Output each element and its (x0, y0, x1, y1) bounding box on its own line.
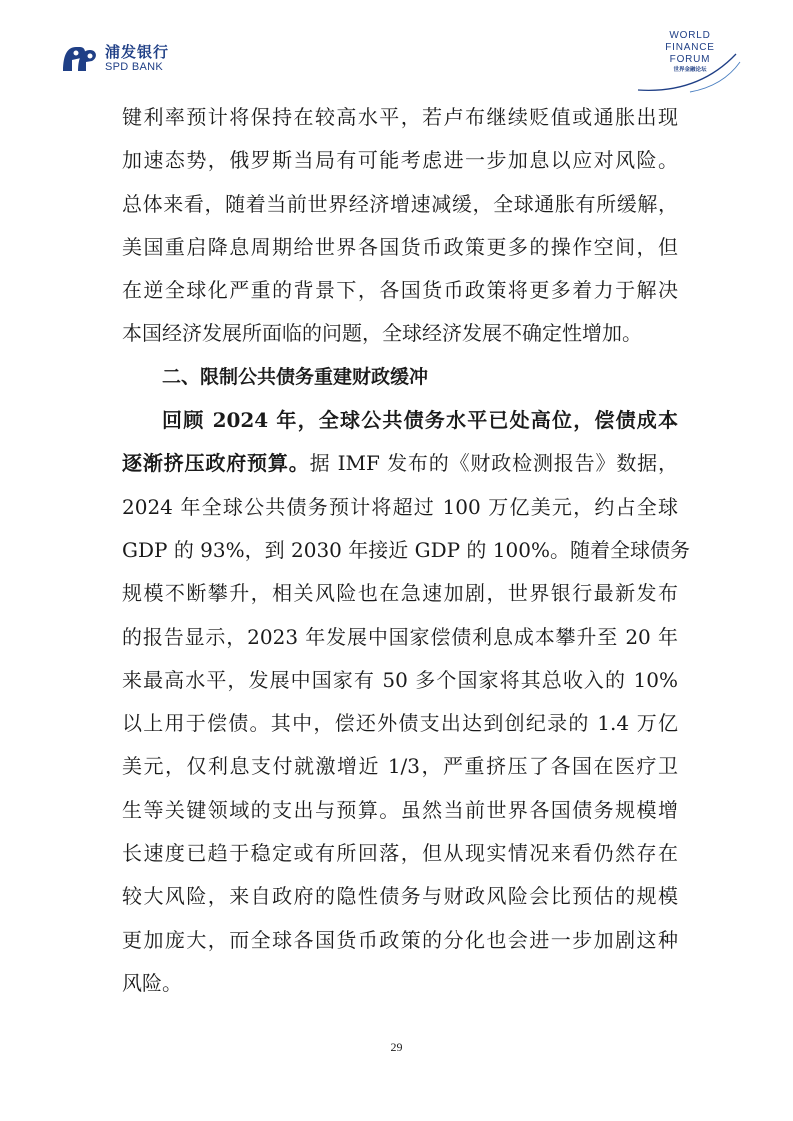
bold-lead-line: 回顾 2024 年，全球公共债务水平已处高位，偿债成本 (162, 408, 678, 433)
body-line: 规模不断攀升，相关风险也在急速加剧，世界银行最新发布 (122, 581, 678, 606)
body-line: 加速态势，俄罗斯当局有可能考虑进一步加息以应对风险。 (122, 148, 678, 173)
bold-lead-text: 逐渐挤压政府预算。 (122, 451, 310, 476)
body-line: 美国重启降息周期给世界各国货币政策更多的操作空间，但 (122, 234, 678, 259)
document-body (122, 96, 690, 1005)
world-finance-forum-logo (628, 22, 748, 94)
spd-logo-icon (60, 44, 100, 74)
spd-bank-logo (60, 44, 169, 74)
body-line: 本国经济发展所面临的问题，全球经济发展不确定性增加。 (122, 321, 642, 346)
forum-line-1: WORLD (669, 30, 711, 41)
body-line: 在逆全球化严重的背景下，各国货币政策将更多着力于解决 (122, 278, 678, 303)
page-number: 29 (390, 1040, 403, 1054)
body-line: 的报告显示，2023 年发展中国家偿债利息成本攀升至 20 年 (122, 624, 678, 649)
body-line: 以上用于偿债。其中，偿还外债支出达到创纪录的 1.4 万亿 (122, 711, 678, 736)
forum-line-3: FORUM (669, 54, 711, 65)
body-line: 长速度已趋于稳定或有所回落，但从现实情况来看仍然存在 (122, 841, 678, 866)
body-line: 更加庞大，而全球各国货币政策的分化也会进一步加剧这种 (122, 927, 678, 952)
body-text: 据 IMF 发布的《财政检测报告》数据， (309, 451, 678, 476)
body-line: 2024 年全球公共债务预计将超过 100 万亿美元，约占全球 (122, 494, 678, 519)
body-line: 总体来看，随着当前世界经济增速减缓，全球通胀有所缓解， (122, 191, 678, 216)
page-header (0, 0, 793, 95)
body-line: 较大风险，来自政府的隐性债务与财政风险会比预估的规模 (122, 884, 678, 909)
body-line: 生等关键领域的支出与预算。虽然当前世界各国债务规模增 (122, 797, 678, 822)
bank-name-en: SPD BANK (105, 61, 164, 73)
mixed-line (122, 442, 678, 485)
body-line: 美元，仅利息支付就激增近 1/3，严重挤压了各国在医疗卫 (122, 754, 678, 779)
body-line: 来最高水平，发展中国家有 50 多个国家将其总收入的 10% (122, 667, 678, 692)
forum-name-cn: 世界金融论坛 (673, 67, 707, 73)
section-heading: 二、限制公共债务重建财政缓冲 (162, 365, 429, 388)
body-line: 键利率预计将保持在较高水平，若卢布继续贬值或通胀出现 (122, 105, 678, 129)
body-line: 风险。 (122, 970, 182, 995)
bank-name-cn: 浦发银行 (105, 43, 170, 61)
forum-line-2: FINANCE (665, 42, 715, 53)
body-line: GDP 的 93%，到 2030 年接近 GDP 的 100%。随着全球债务 (122, 537, 690, 562)
